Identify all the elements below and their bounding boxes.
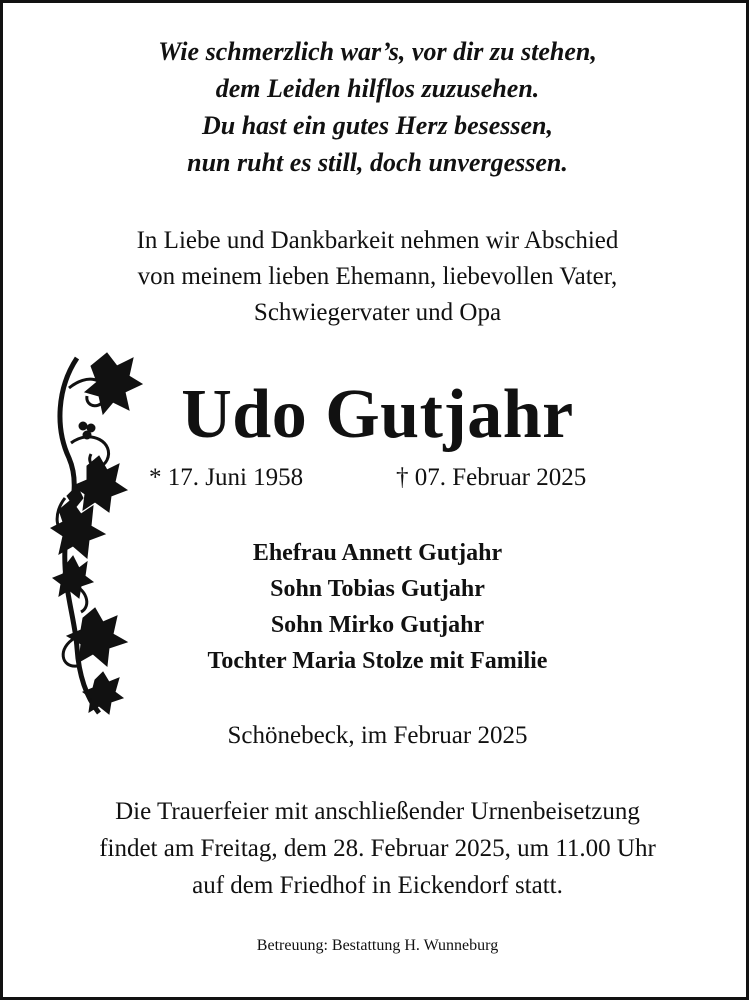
place-date: Schönebeck, im Februar 2025	[227, 722, 528, 749]
funeral-home-credit: Betreuung: Bestattung H. Wunneburg	[256, 937, 499, 954]
birth-date: * 17. Juni 1958	[149, 464, 304, 491]
intro-line: In Liebe und Dankbarkeit nehmen wir Abschied	[136, 227, 619, 254]
intro-line: Schwiegervater und Opa	[253, 299, 502, 326]
ceremony-line: Die Trauerfeier mit anschließender Urnenbeisetzung	[115, 798, 640, 825]
mourners-list	[3, 535, 749, 679]
poem-line: Wie schmerzlich war’s, vor dir zu stehen,	[158, 37, 597, 66]
ceremony-info	[3, 793, 749, 904]
intro-line: von meinem lieben Ehemann, liebevollen Vater,	[137, 263, 618, 290]
death-date: † 07. Februar 2025	[396, 464, 587, 491]
poem-line: dem Leiden hilflos zuzusehen.	[215, 74, 540, 103]
ceremony-line: findet am Freitag, dem 28. Februar 2025, um 11.00 Uhr	[99, 835, 656, 862]
mourner: Ehefrau Annett Gutjahr	[252, 540, 503, 566]
deceased-name: Udo Gutjahr	[181, 376, 574, 453]
mourner: Sohn Mirko Gutjahr	[270, 612, 485, 638]
poem-line: nun ruht es still, doch unvergessen.	[187, 148, 568, 177]
poem	[3, 33, 749, 181]
mourner: Tochter Maria Stolze mit Familie	[207, 648, 548, 674]
farewell-intro	[3, 223, 749, 331]
ceremony-line: auf dem Friedhof in Eickendorf statt.	[192, 872, 563, 899]
poem-line: Du hast ein gutes Herz besessen,	[201, 111, 554, 140]
mourner: Sohn Tobias Gutjahr	[270, 576, 485, 602]
